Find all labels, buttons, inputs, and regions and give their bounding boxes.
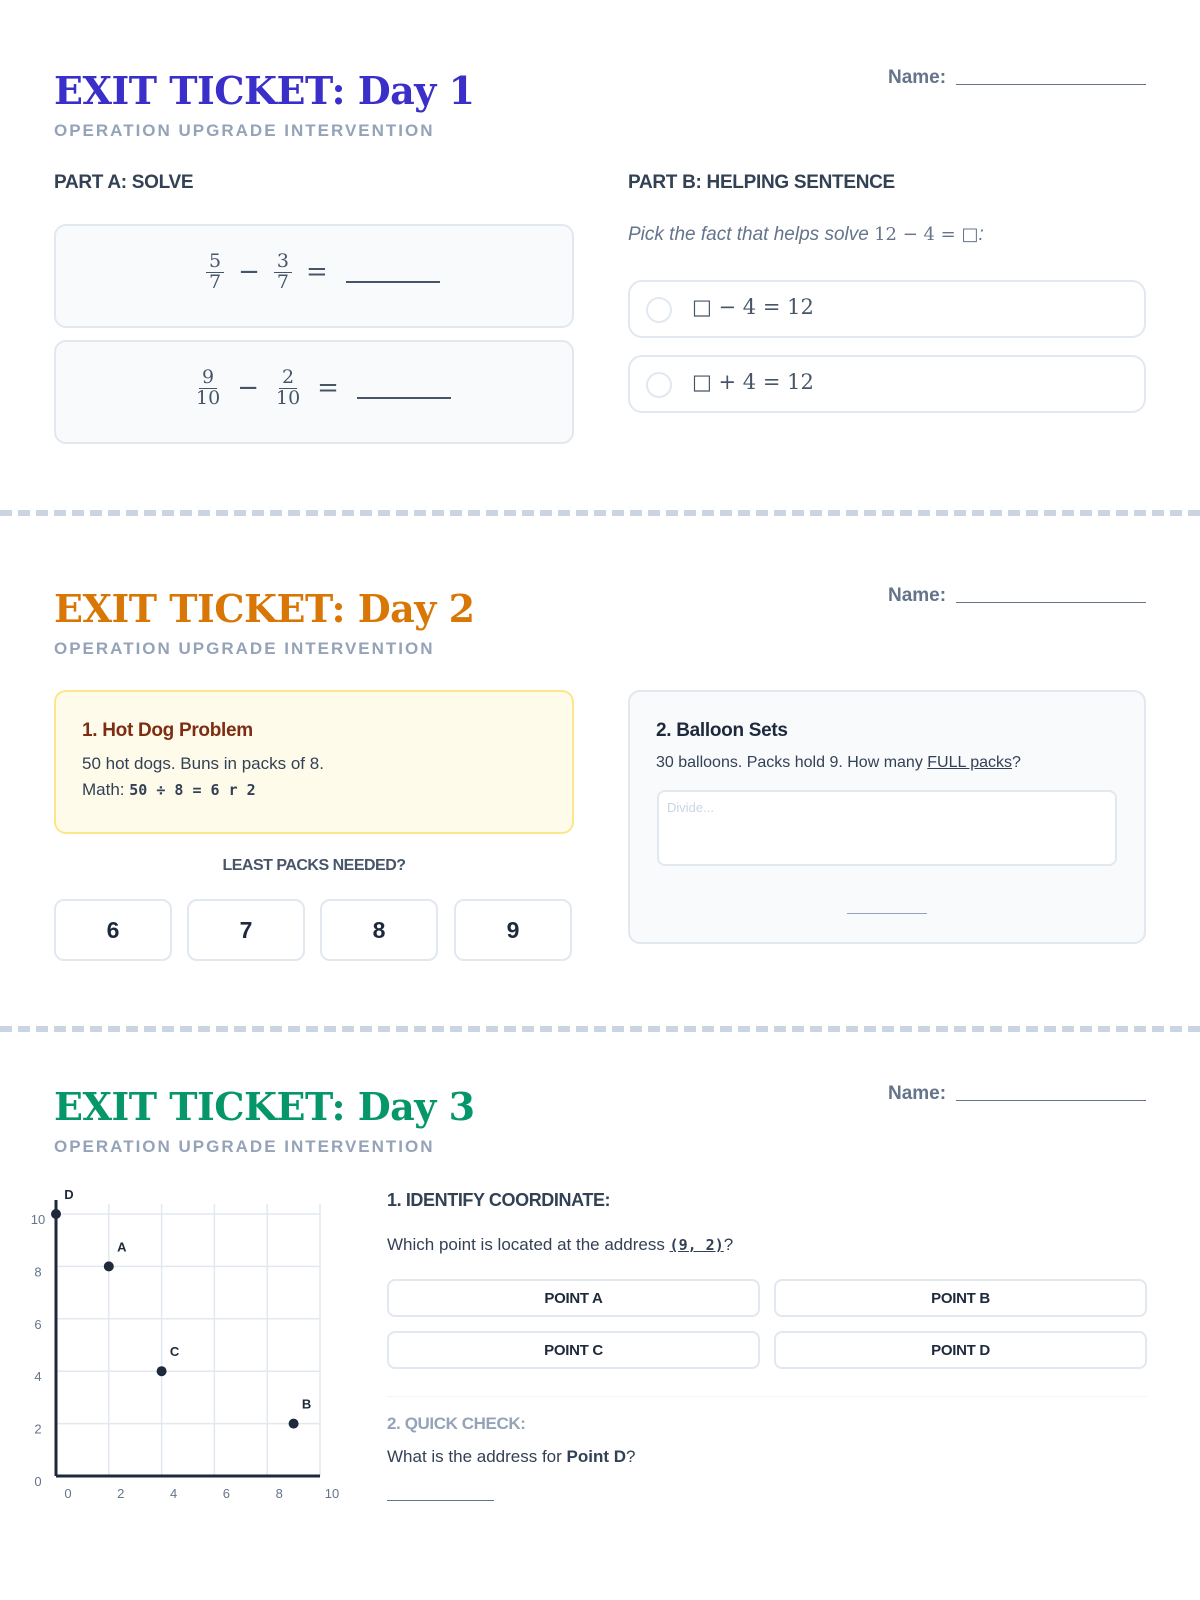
numerator: 5	[206, 252, 224, 273]
math-line	[82, 780, 256, 800]
name-label: Name:	[888, 67, 947, 88]
card-title: 1. Hot Dog Problem	[82, 720, 253, 741]
minus-sign: −	[238, 257, 260, 288]
option-choice[interactable]	[628, 280, 1146, 338]
subtitle: OPERATION UPGRADE INTERVENTION	[54, 639, 435, 658]
name-line[interactable]	[956, 602, 1146, 603]
question-2-text	[387, 1447, 636, 1467]
equals-sign: =	[317, 373, 339, 404]
hot-dog-card	[54, 690, 574, 834]
question-1-heading: 1. IDENTIFY COORDINATE:	[387, 1190, 611, 1210]
card-text: 50 hot dogs. Buns in packs of 8.	[82, 754, 324, 773]
fraction	[273, 368, 303, 409]
question-text: What is the address for	[387, 1447, 567, 1466]
question-text: 30 balloons. Packs hold 9. How many	[656, 754, 928, 771]
denominator: 10	[196, 386, 221, 409]
answer-blank[interactable]	[847, 913, 927, 914]
choice-button[interactable]: 8	[320, 899, 438, 961]
y-tick-label: 10	[30, 1212, 46, 1227]
point-label-c: C	[169, 1344, 180, 1360]
math-expression: 50 ÷ 8 = 6 r 2	[129, 781, 256, 799]
question-emphasis: Point D	[566, 1447, 627, 1466]
y-tick-label: 0	[34, 1474, 42, 1489]
prompt-math: 12 − 4 = □	[874, 224, 979, 245]
page-title: EXIT TICKET: Day 3	[54, 1084, 475, 1129]
point-d-button[interactable]: POINT D	[774, 1331, 1147, 1369]
prompt-end: :	[978, 224, 984, 245]
fraction-equation	[200, 252, 440, 293]
denominator: 7	[209, 270, 222, 293]
exit-ticket-day-1	[0, 0, 1200, 512]
part-a-heading: PART A: SOLVE	[54, 172, 194, 193]
page-title: EXIT TICKET: Day 2	[54, 586, 475, 631]
helping-sentence-prompt	[628, 224, 984, 246]
question-end: ?	[1012, 754, 1021, 771]
point-b-button[interactable]: POINT B	[774, 1279, 1147, 1317]
y-tick-label: 8	[34, 1264, 42, 1280]
name-line[interactable]	[956, 84, 1146, 85]
x-tick-label: 6	[222, 1486, 231, 1501]
y-tick-label: 6	[34, 1316, 42, 1332]
cut-line	[0, 1026, 1200, 1032]
point-label-a: A	[117, 1239, 127, 1255]
point-b	[289, 1419, 299, 1429]
balloon-question	[656, 754, 1021, 772]
equals-sign: =	[305, 257, 328, 288]
radio-button[interactable]	[646, 297, 672, 323]
subtitle: OPERATION UPGRADE INTERVENTION	[54, 121, 435, 140]
least-packs-label: LEAST PACKS NEEDED?	[222, 857, 406, 874]
option-label: □ − 4 = 12	[692, 295, 814, 319]
question-text: Which point is located at the address	[387, 1235, 670, 1254]
choice-button[interactable]: 6	[54, 899, 172, 961]
denominator: 10	[275, 386, 301, 409]
section-divider	[387, 1396, 1147, 1397]
x-tick-label: 4	[169, 1486, 178, 1501]
denominator: 7	[276, 270, 289, 293]
question-end: ?	[626, 1447, 636, 1466]
fraction	[206, 252, 224, 293]
point-c	[157, 1366, 167, 1376]
question-2-heading: 2. QUICK CHECK:	[387, 1414, 526, 1433]
subtitle: OPERATION UPGRADE INTERVENTION	[54, 1137, 435, 1156]
question-emphasis: FULL packs	[927, 754, 1013, 771]
point-label-b: B	[301, 1396, 312, 1412]
choice-button[interactable]: 7	[187, 899, 305, 961]
name-label: Name:	[888, 585, 947, 606]
fraction-equation	[187, 368, 451, 409]
answer-blank[interactable]	[357, 397, 451, 399]
point-a-button[interactable]: POINT A	[387, 1279, 760, 1317]
numerator: 2	[279, 368, 297, 389]
minus-sign: −	[237, 373, 259, 404]
option-choice[interactable]	[628, 355, 1146, 413]
point-a	[104, 1261, 114, 1271]
point-label-d: D	[64, 1187, 74, 1202]
point-c-button[interactable]: POINT C	[387, 1331, 760, 1369]
card-title: 2. Balloon Sets	[656, 720, 788, 741]
answer-blank[interactable]	[387, 1500, 494, 1501]
x-tick-label: 10	[324, 1486, 340, 1501]
coordinate-grid	[20, 1180, 340, 1510]
question-1-text	[387, 1235, 733, 1255]
coordinate-address: (9, 2)	[669, 1236, 724, 1254]
question-end: ?	[723, 1235, 734, 1254]
answer-blank[interactable]	[346, 281, 440, 283]
name-line[interactable]	[956, 1100, 1146, 1101]
radio-button[interactable]	[646, 372, 672, 398]
y-tick-label: 2	[34, 1421, 42, 1437]
part-b-heading: PART B: HELPING SENTENCE	[628, 172, 895, 193]
x-tick-label: 0	[64, 1486, 72, 1501]
option-label: □ + 4 = 12	[692, 370, 814, 394]
math-label: Math:	[82, 780, 130, 799]
fraction	[274, 252, 292, 293]
numerator: 3	[274, 252, 292, 273]
point-d	[51, 1209, 61, 1219]
name-label: Name:	[888, 1083, 947, 1104]
fraction	[193, 368, 223, 409]
problem-card	[54, 340, 574, 444]
prompt-text: Pick the fact that helps solve	[628, 224, 875, 245]
cut-line	[0, 510, 1200, 516]
divide-work-area[interactable]: Divide...	[657, 790, 1117, 866]
x-tick-label: 2	[117, 1486, 125, 1501]
page-title: EXIT TICKET: Day 1	[54, 68, 475, 113]
x-tick-label: 8	[275, 1486, 283, 1501]
y-tick-label: 4	[34, 1369, 42, 1385]
numerator: 9	[199, 368, 217, 389]
problem-card	[54, 224, 574, 328]
choice-button[interactable]: 9	[454, 899, 572, 961]
